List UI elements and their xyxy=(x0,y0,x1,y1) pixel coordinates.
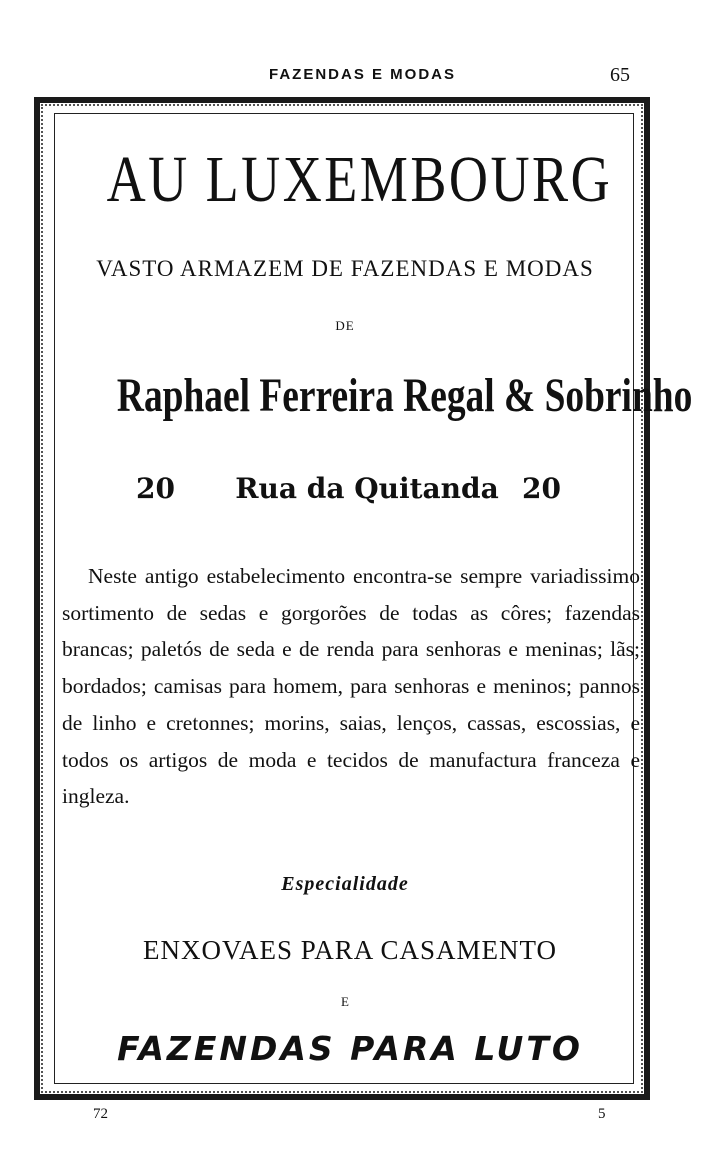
specialty-label: Especialidade xyxy=(281,873,409,895)
signature-mark-left: 72 xyxy=(93,1106,108,1122)
shop-subtitle: VASTO ARMAZEM DE FAZENDAS E MODAS xyxy=(96,256,594,281)
signature-mark-right: 5 xyxy=(598,1106,606,1122)
shop-name: AU LUXEMBOURG xyxy=(106,143,613,216)
specialty-trousseau: ENXOVAES PARA CASAMENTO xyxy=(142,935,558,965)
conjunction: E xyxy=(341,994,349,1009)
address-number-left: 20 xyxy=(136,472,175,505)
advert-body-text: Neste antigo estabelecimento encontra-se sempre variadissimo sortimento de sedas e gorgorões de todas as côres; fazendas brancas; paletós de seda e de renda para senhoras e meninas; lãs; bordados; camisas para homem, para senhoras e meninos; pannos de linho e cretonnes; morins, saias, lenços, cassas, escossias, e todos os artigos de moda e tecidos de manufactura franceza e ingleza. xyxy=(62,564,640,809)
owner-name: Raphael Ferreira Regal & Sobrinho xyxy=(116,369,693,422)
address-street: Rua da Quitanda xyxy=(235,472,499,505)
page-number: 65 xyxy=(610,64,630,86)
specialty-mourning: FAZENDAS PARA LUTO xyxy=(117,1029,583,1068)
address-number-right: 20 xyxy=(522,472,561,505)
running-header: FAZENDAS E MODAS xyxy=(268,66,456,83)
preposition: DE xyxy=(335,318,355,333)
